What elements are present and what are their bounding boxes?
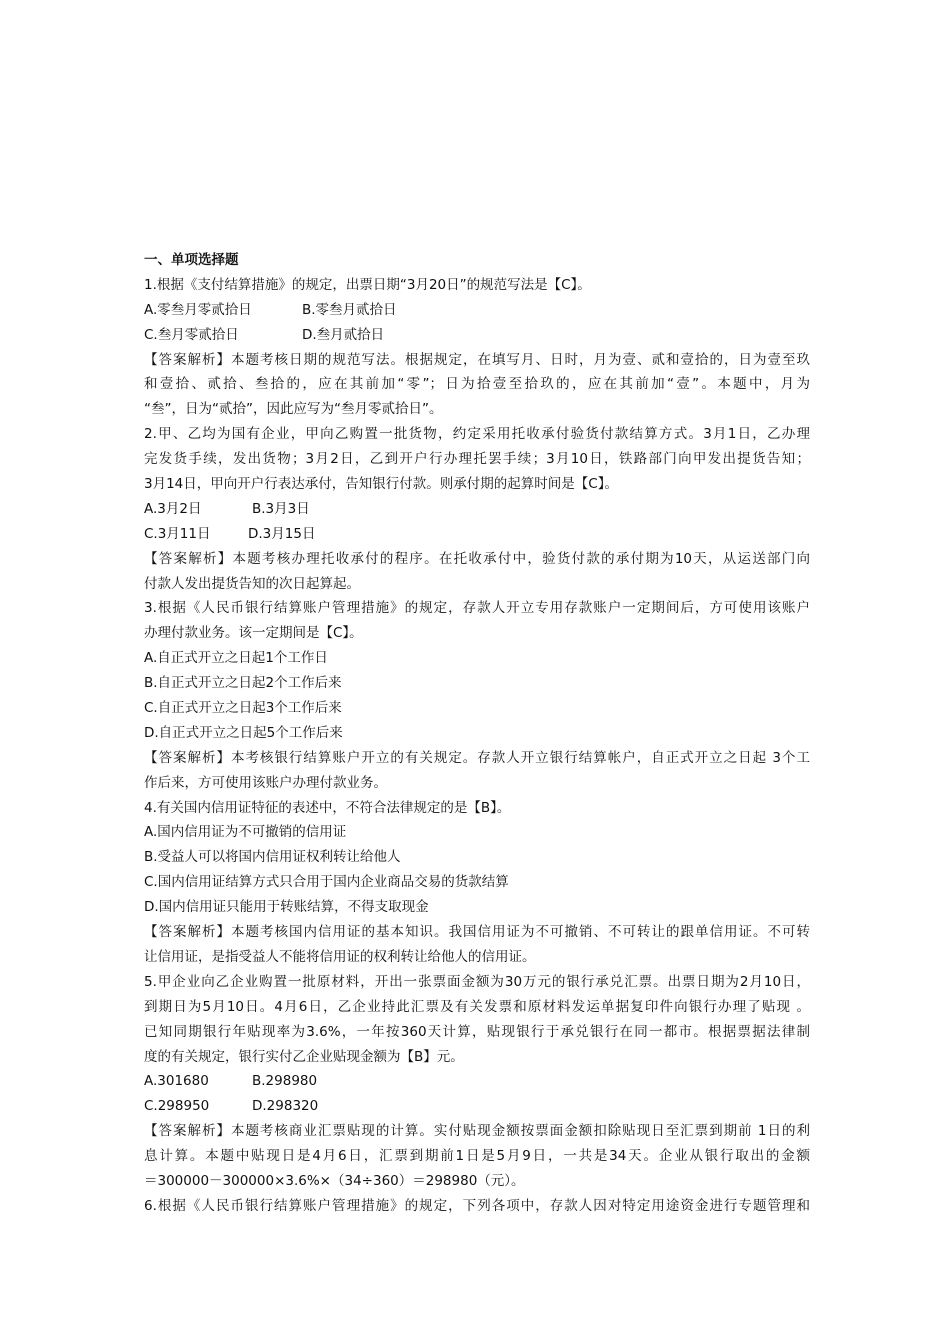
- option-text: B.3月3日: [252, 500, 310, 517]
- text-line: D.国内信用证只能用于转账结算，不得支取现金: [144, 899, 429, 916]
- option-text: C.叁月零贰拾日: [144, 326, 239, 343]
- text-line: 到期日为5月10日。4月6日，乙企业持此汇票及有关发票和原材料发运单据复印件向银行办理了贴现 。: [144, 998, 810, 1015]
- text-line: ＝300000－300000×3.6%×（34÷360）＝298980（元）。: [144, 1172, 525, 1189]
- text-line: D.自正式开立之日起5个工作后来: [144, 724, 343, 741]
- text-line: C.自正式开立之日起3个工作后来: [144, 700, 342, 717]
- text-line: 度的有关规定，银行实付乙企业贴现金额为【B】元。: [144, 1048, 464, 1065]
- option-text: C.3月11日: [144, 525, 211, 542]
- text-line: B.自正式开立之日起2个工作后来: [144, 675, 342, 692]
- text-line: A.自正式开立之日起1个工作日: [144, 650, 328, 667]
- text-line: 2.甲、乙均为国有企业，甲向乙购置一批货物，约定采用托收承付验货付款结算方式。3月1日，乙办理: [144, 426, 810, 443]
- text-line: 1.根据《支付结算措施》的规定，出票日期“3月20日”的规范写法是【C】。: [144, 276, 591, 293]
- text-line: 【答案解析】本题考核办理托收承付的程序。在托收承付中，验货付款的承付期为10天，从运送部门向: [144, 550, 810, 567]
- text-line: 【答案解析】本题考核日期的规范写法。根据规定，在填写月、日时，月为壹、贰和壹拾的，日为壹至玖: [144, 351, 810, 368]
- text-line: B.受益人可以将国内信用证权利转让给他人: [144, 849, 401, 866]
- text-line: 【答案解析】本考核银行结算账户开立的有关规定。存款人开立银行结算帐户，自正式开立之日起 3个工: [144, 749, 810, 766]
- text-line: 息计算。本题中贴现日是4月6日，汇票到期前1日是5月9日，一共是34天。企业从银行取出的金额: [144, 1148, 810, 1165]
- text-line: 付款人发出提货告知的次日起算起。: [144, 575, 360, 592]
- text-line: “叁”，日为“贰拾”，因此应写为“叁月零贰拾日”。: [144, 401, 443, 418]
- text-line: 让信用证，是指受益人不能将信用证的权利转让给他人的信用证。: [144, 948, 536, 965]
- text-line: 5.甲企业向乙企业购置一批原材料，开出一张票面金额为30万元的银行承兑汇票。出票日期为2月10日，: [144, 973, 810, 990]
- option-text: A.3月2日: [144, 500, 202, 517]
- option-row: [144, 1094, 810, 1119]
- text-line: 3月14日，甲向开户行表达承付，告知银行付款。则承付期的起算时间是【C】。: [144, 476, 618, 493]
- option-text: B.零叁月贰拾日: [302, 301, 397, 318]
- option-text: D.叁月贰拾日: [302, 326, 385, 343]
- option-text: D.3月15日: [248, 525, 316, 542]
- option-text: A.零叁月零贰拾日: [144, 301, 252, 318]
- option-text: B.298980: [252, 1073, 318, 1090]
- text-line: 6.根据《人民币银行结算账户管理措施》的规定，下列各项中，存款人因对特定用途资金进行专题管理和: [144, 1197, 810, 1214]
- option-row: [144, 522, 810, 547]
- text-line: 作后来，方可使用该账户办理付款业务。: [144, 774, 387, 791]
- document-page: [144, 248, 810, 1219]
- text-line: 和壹拾、贰拾、叁拾的，应在其前加“零”；日为拾壹至拾玖的，应在其前加“壹”。本题中，月为: [144, 376, 810, 393]
- option-row: [144, 323, 810, 348]
- section-title: 一、单项选择题: [144, 252, 239, 268]
- text-line: A.国内信用证为不可撤销的信用证: [144, 824, 347, 841]
- text-line: 【答案解析】本题考核商业汇票贴现的计算。实付贴现金额按票面金额扣除贴现日至汇票到期前 1日的利: [144, 1123, 810, 1140]
- option-row: [144, 1069, 810, 1094]
- option-text: C.298950: [144, 1098, 210, 1115]
- option-text: A.301680: [144, 1073, 209, 1090]
- text-line: C.国内信用证结算方式只合用于国内企业商品交易的货款结算: [144, 874, 509, 891]
- option-text: D.298320: [252, 1098, 319, 1115]
- option-row: [144, 497, 810, 522]
- text-line: 已知同期银行年贴现率为3.6%，一年按360天计算，贴现银行于承兑银行在同一都市。根据票据法律制: [144, 1023, 810, 1040]
- text-line: 4.有关国内信用证特征的表述中，不符合法律规定的是【B】。: [144, 799, 511, 816]
- document-body: [144, 273, 810, 1219]
- text-line: 【答案解析】本题考核国内信用证的基本知识。我国信用证为不可撤销、不可转让的跟单信用证。不可转: [144, 924, 810, 941]
- text-line: 办理付款业务。该一定期间是【C】。: [144, 625, 363, 642]
- text-line: 3.根据《人民币银行结算账户管理措施》的规定，存款人开立专用存款账户一定期间后，方可使用该账户: [144, 600, 810, 617]
- text-line: 完发货手续，发出货物；3月2日，乙到开户行办理托罢手续；3月10日，铁路部门向甲发出提货告知；: [144, 451, 810, 468]
- option-row: [144, 298, 810, 323]
